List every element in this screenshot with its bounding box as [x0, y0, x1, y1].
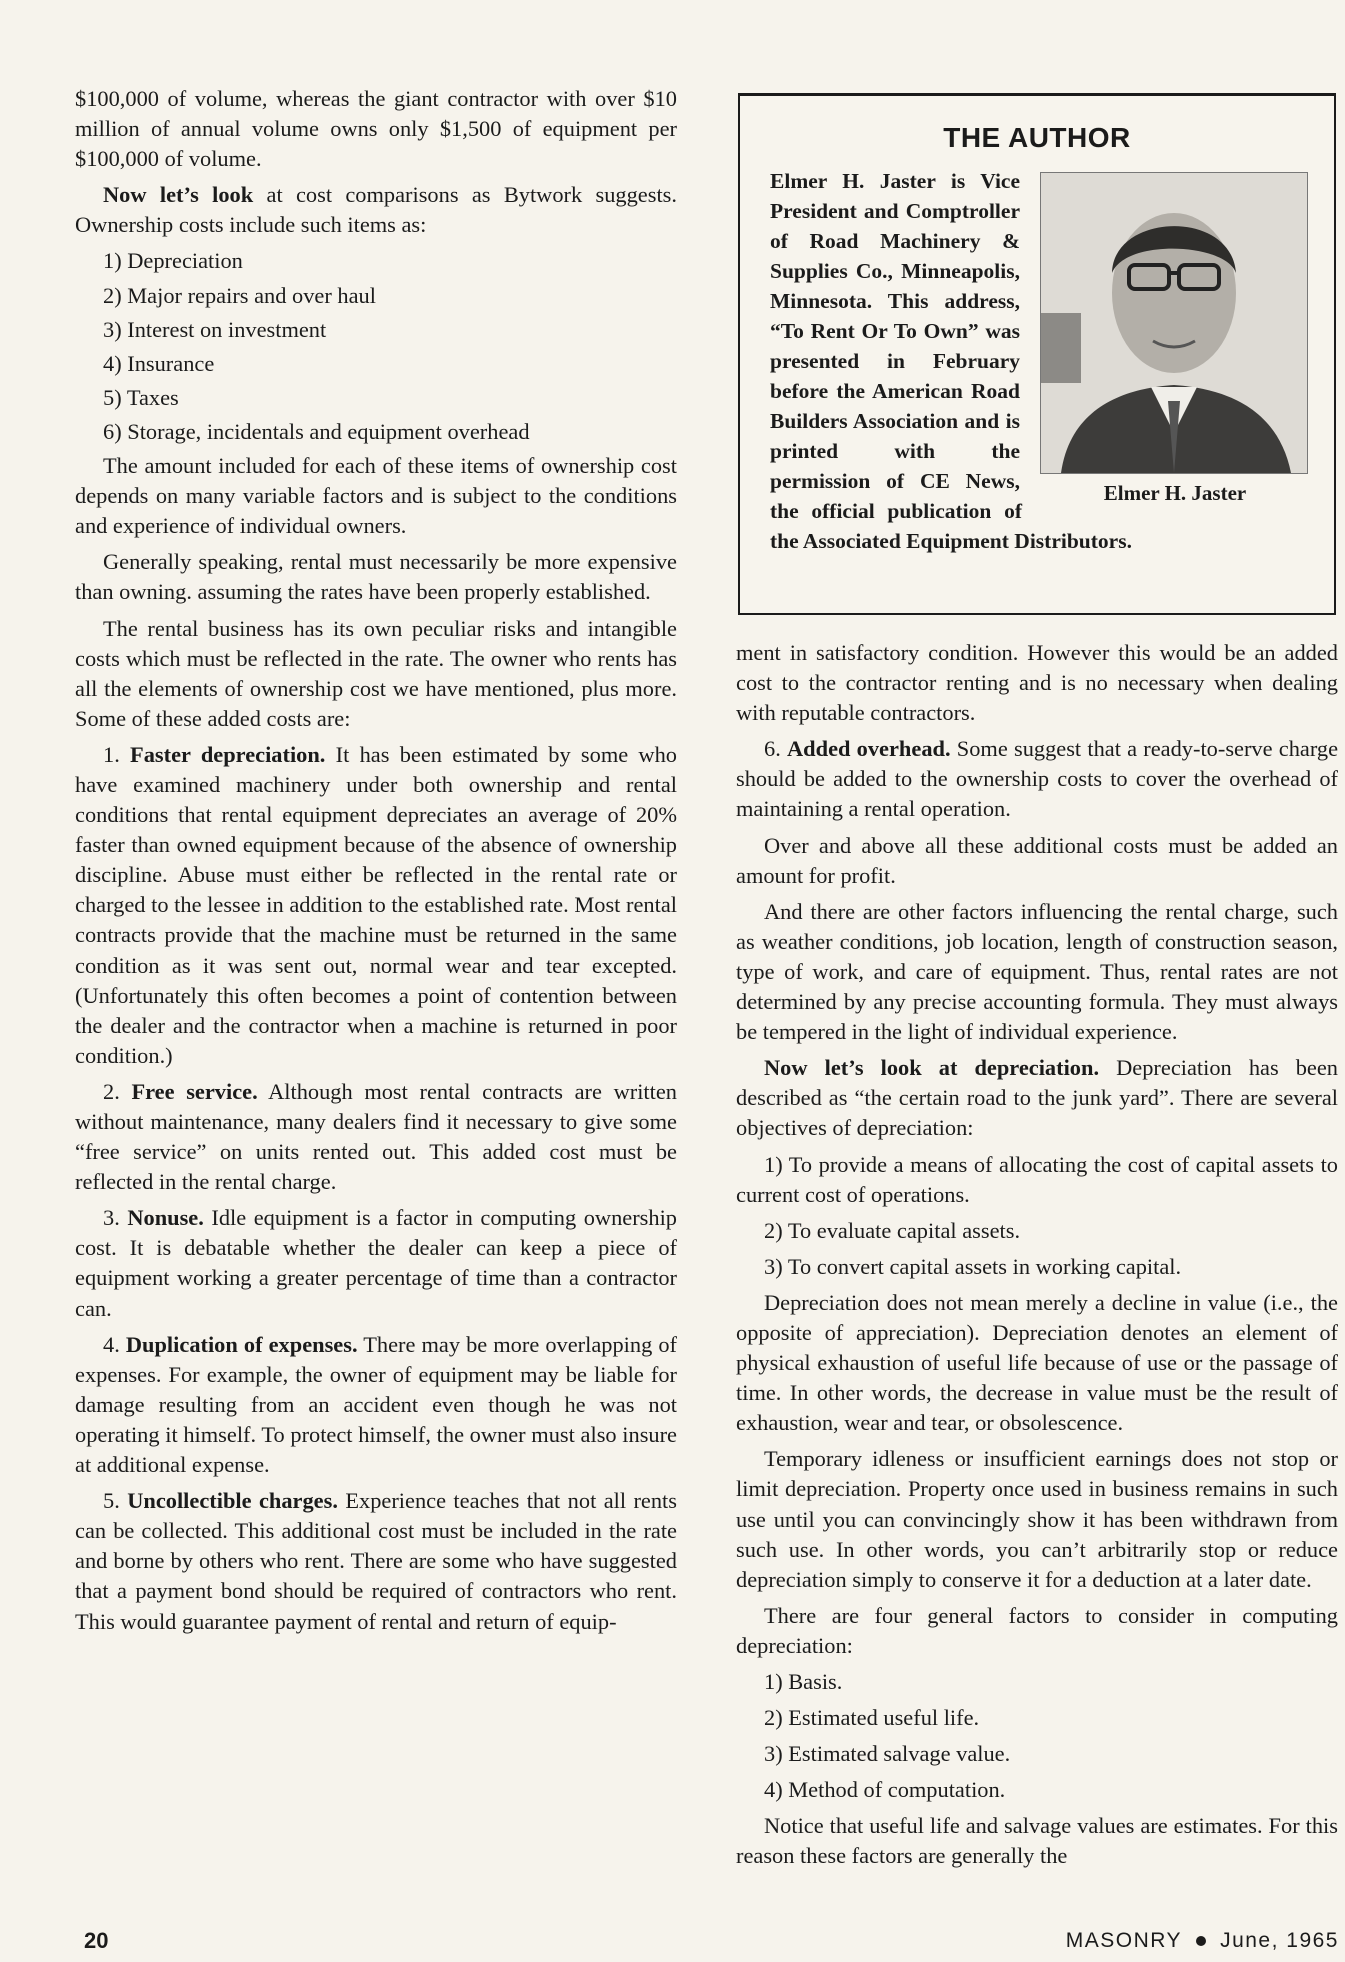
paragraph [736, 1775, 1338, 1805]
paragraph [75, 1077, 677, 1197]
item-number: 4. [103, 1331, 126, 1357]
paragraph [736, 1252, 1338, 1282]
paragraph-text: There may be more overlapping of expenses. For example, the owner of equipment may be liable for damage resulting from an accident even though he was not operating it himself. To protect himself, the owner must also insure at additional expense. [75, 1331, 677, 1478]
paragraph [736, 897, 1338, 1047]
paragraph-text: Notice that useful life and salvage values are estimates. For this reason these factors are generally the [736, 1813, 1338, 1869]
page-number: 20 [84, 1928, 109, 1953]
paragraph-text: 2) Major repairs and over haul [103, 282, 376, 308]
run-in-heading: Now let’s look at depreciation. [764, 1055, 1100, 1081]
paragraph [736, 831, 1338, 891]
left-column [75, 84, 677, 1643]
paragraph-text: Some suggest that a ready-to-serve charge should be added to the ownership costs to cover the overhead of maintaining a rental operation. [736, 736, 1339, 822]
paragraph-text: 1) Basis. [764, 1669, 843, 1694]
item-number: 2. [103, 1078, 132, 1104]
paragraph-text: 6) Storage, incidentals and equipment overhead [103, 418, 530, 444]
paragraph [736, 1739, 1338, 1769]
author-sidebar [738, 93, 1336, 615]
paragraph [736, 1053, 1338, 1143]
list-item [75, 349, 677, 379]
run-in-heading: Uncollectible charges. [127, 1488, 338, 1514]
paragraph-text: 1) To provide a means of allocating the cost of capital assets to current cost of operations. [736, 1151, 1338, 1207]
paragraph [75, 1486, 677, 1636]
run-in-heading: Faster depreciation. [130, 741, 326, 767]
paragraph-text: 4) Method of computation. [764, 1777, 1006, 1803]
list-item [75, 417, 677, 447]
paragraph-text: The amount included for each of these items of ownership cost depends on many variable factors and is subject to the conditions and experience of individual owners. [75, 453, 677, 539]
issue-date: June, 1965 [1220, 1929, 1339, 1952]
paragraph [75, 740, 677, 1071]
list-item [75, 281, 677, 311]
paragraph-text: The rental business has its own peculiar risks and intangible costs which must be reflected in the rate. The owner who rents has all the elements of ownership cost we have mentioned, plus more. Some of these added costs are: [75, 615, 677, 731]
author-bio-text: Elmer H. Jaster is Vice President and Comptroller of Road Machinery & Supplies Co., Minneapolis, Minnesota. This address, “To Rent Or To Own” was presented in February before the American Road Builders Association and is printed with the permission of CE News, the official publication of the Associated Equipment Distributors. [770, 169, 1132, 553]
paragraph [75, 1330, 677, 1480]
right-column [736, 638, 1338, 1878]
paragraph-text: There are four general factors to consider in computing depreciation: [736, 1602, 1338, 1658]
run-in-heading: Now let’s look [103, 182, 254, 208]
paragraph-text: $100,000 of volume, whereas the giant contractor with over $10 million of annual volume owns only $1,500 of equipment per $100,000 of volume. [75, 86, 677, 172]
paragraph-text: It has been estimated by some who have examined machinery under both ownership and rental conditions that rental equipment depreciates an average of 20% faster than owned equipment because of the absence of ownership discipline. Abuse must either be reflected in the rental rate or charged to the lessee in addition to the established rate. Most rental contracts provide that the machine must be returned in the same condition as it was sent out, normal wear and tear excepted. (Unfortunately this often becomes a point of contention between the dealer and the contractor when a machine is returned in poor condition.) [75, 741, 677, 1068]
paragraph [736, 1444, 1338, 1594]
paragraph-text: Temporary idleness or insufficient earnings does not stop or limit depreciation. Property once used in business remains in such use until you can convincingly show it has been withdrawn from such use. In other words, you can’t arbitrarily stop or reduce depreciation simply to conserve it for a deduction at a later date. [736, 1446, 1338, 1592]
run-in-heading: Nonuse. [127, 1205, 204, 1231]
paragraph [736, 1150, 1338, 1210]
paragraph [736, 1601, 1338, 1661]
paragraph-text: 1) Depreciation [103, 248, 243, 274]
run-in-heading: Duplication of expenses. [125, 1331, 358, 1357]
photo-caption: Elmer H. Jaster [1103, 481, 1247, 505]
publication-footer [1066, 1929, 1339, 1953]
paragraph [75, 547, 677, 607]
paragraph-text: Experience teaches that not all rents can be collected. This additional cost must be included in the rate and borne by others who rent. There are some who have suggested that a payment bond should be required of contractors who rent. This would guarantee payment of rental and return of equip- [75, 1488, 677, 1634]
paragraph-text: Although most rental contracts are written without maintenance, many dealers find it necessary to give some “free service” on units rented out. This added cost must be reflected in the rental charge. [75, 1078, 678, 1195]
paragraph-text: 3) Interest on investment [103, 316, 327, 342]
paragraph-text: Over and above all these additional costs must be added an amount for profit. [736, 832, 1338, 888]
paragraph-text: at cost comparisons as Bytwork suggests. Ownership costs include such items as: [75, 182, 677, 238]
author-heading: THE AUTHOR [943, 122, 1131, 153]
paragraph [736, 638, 1338, 728]
paragraph-text: 2) Estimated useful life. [764, 1705, 980, 1731]
paragraph [736, 734, 1338, 824]
item-number: 5. [103, 1488, 128, 1514]
item-number: 3. [103, 1205, 128, 1231]
list-item [75, 246, 677, 276]
paragraph-text: 4) Insurance [103, 350, 215, 376]
paragraph-text: 3) Estimated salvage value. [764, 1741, 1011, 1767]
author-bio [770, 166, 1308, 556]
paragraph [736, 1811, 1338, 1871]
item-number: 6. [764, 736, 787, 762]
run-in-heading: Free service. [131, 1078, 258, 1104]
paragraph [736, 1703, 1338, 1733]
run-in-heading: Added overhead. [787, 736, 951, 762]
paragraph [736, 1216, 1338, 1246]
list-item [75, 383, 677, 413]
paragraph [75, 84, 677, 174]
bullet-icon [1196, 1936, 1206, 1946]
paragraph [75, 614, 677, 734]
paragraph-text: And there are other factors influencing the rental charge, such as weather conditions, job location, length of construction season, type of work, and care of equipment. Thus, rental rates are not determined by any precise accounting formula. They must always be tempered in the light of individual experience. [736, 898, 1338, 1045]
paragraph [75, 451, 677, 541]
paragraph [75, 1203, 677, 1323]
item-number: 1. [103, 741, 131, 767]
list-item [75, 315, 677, 345]
paragraph [75, 180, 677, 240]
paragraph-text: Depreciation does not mean merely a decline in value (i.e., the opposite of appreciation). Depreciation denotes an element of physical exhaustion of useful life because of use or the passage of time. In other words, the decrease in value must be the result of exhaustion, wear and tear, or obsolescence. [736, 1289, 1338, 1436]
paragraph [736, 1667, 1338, 1697]
paragraph-text: Depreciation has been described as “the certain road to the junk yard”. There are several objectives of depreciation: [736, 1055, 1338, 1141]
publication-name: MASONRY [1065, 1929, 1183, 1952]
paragraph-text: 3) To convert capital assets in working capital. [764, 1253, 1182, 1279]
paragraph-text: Idle equipment is a factor in computing ownership cost. It is debatable whether the dealer can keep a piece of equipment working a greater percentage of time than a contractor can. [75, 1205, 677, 1321]
author-photo [1040, 172, 1308, 474]
paragraph-text: 2) To evaluate capital assets. [764, 1217, 1021, 1243]
paragraph-text: 5) Taxes [103, 384, 179, 410]
paragraph-text: Generally speaking, rental must necessarily be more expensive than owning. assuming the rates have been properly established. [75, 549, 677, 605]
paragraph [736, 1288, 1338, 1438]
paragraph-text: ment in satisfactory condition. However this would be an added cost to the contractor renting and is no necessary when dealing with reputable contractors. [736, 640, 1338, 726]
portrait-image [1041, 173, 1307, 473]
